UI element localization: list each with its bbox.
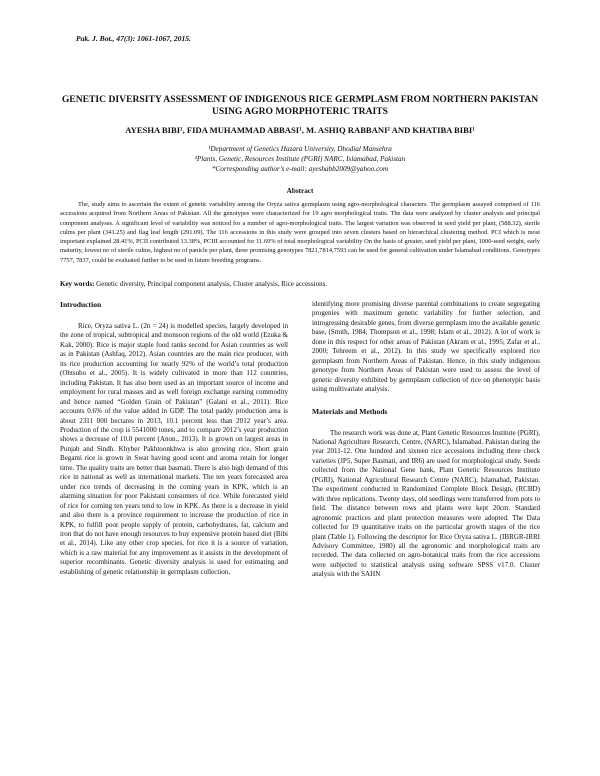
abstract-text: The, study aims to ascertain the extent of genetic variability among the Oryza sativa germplasm using agro-morphological characters. The germplasm assayed comprised of 116 accessions acquired from Northern Areas of Pakistan. All the genotypes were characterized for 19 agro morphological traits. The data were analyzed by cluster analysis and principal component analyses. A significant level of variability was noticed for a number of agro-morphological traits. The largest variation was observed in seed yield per plant, (588.32), sterile culms per plant (341.25) and flag leaf length (291.09). The 116 accessions in this study were grouped into seven clusters based on hierarchical clustering method. PCI which is most important explained 28.41%, PCII contributed 13.38%, PCIII accounted for 11.69% of total morphological variability On the basis of greater, seed yield per plant, 1000-seed weight, early maturity, lowest no of sterile culms, highest no of panicle per plant, three promising genotypes 7821,7814,7593 can be used for general cultivation under Islamabad conditions. Genotypes 7757, 7837, could be evaluated further to be used in future breeding programs.: [60, 201, 540, 264]
introduction-text: Rice, Oryza sativa L. (2n = 24) is modelled species, largely developed in the zone of tropical, subtropical and monsoon regions of the old world (Ezuka & Kak, 2000). Rice is major staple food ranks second for Asian countries as well as in Pakistan (Ashfaq, 2012). Asian countries are the main rice producer, with its rice production accounting for nearly 92% of the world’s total production (Ohtsubo et al., 2005). It is widely cultivated in more than 112 countries, including Pakistan. It has also been used as an important source of income and employment for rural masses and as well foreign exchange earning commodity and hence named “Golden Grain of Pakistan” (Galani et al., 2011). Rice accounts 0.6% of the value added in GDP. The total paddy production area is about 2311 000 hectares in 2013, 10.1 percent less than 2012 year’s area. Production of the crop is 5541000 tones, and to compare 2012’s year production shows a decrease of 10.0 percent (Anon., 2013). It is grown on largest areas in Punjab and Sindh. Khyber Pakhtoonkhwa is also growing rice, Short grain Begami rice is grown in Swat having good scent and aroma retain for longer time. The quality traits are better than basmati. There is also high demand of this rice in national as well as international markets. The ten years forecasted area under rice trends of decreasing in the coming years in KPK, which is an alarming situation for poor Pakistani consumers of rice. While forecasted yield of rice for coming ten years tend to low in KPK. As there is a decrease in yield and also there is a province requirement to increase the production of rice in KPK, to fulfill poor people supply of protein, carbohydrates, fat, calcium and iron that do not have enough resources to buy expensive protein based diet (Bibi et al., 2014). Like any other crop species, for rice it is a source of variation, which is a raw material for any improvement as it assists in the development of superior recombinants. Genetic diversity analysis is used for estimating and establishing of genetic relationship in germplasm collection,: [60, 322, 288, 576]
keywords-label: Key words:: [60, 280, 95, 288]
abstract-heading: Abstract: [286, 187, 314, 195]
affiliation-line: ²Plants, Genetic, Resources Institute (PGRI) NARC, Islamabad, Pakistan: [194, 155, 406, 163]
introduction-heading: Introduction: [60, 300, 102, 309]
affiliations: [60, 144, 540, 174]
methods-heading: Materials and Methods: [312, 406, 388, 416]
corresponding-email: *Corresponding author’s e-mail: ayeshabb2009@yahoo.com: [211, 165, 389, 173]
author-list: AYESHA BIBI¹, FIDA MUHAMMAD ABBASI¹, M. ASHIQ RABBANI² AND KHATIBA BIBI¹: [125, 125, 475, 135]
affiliation-line: ¹Department of Genetics Hazara University, Dhodial Mansehra: [208, 145, 392, 153]
keywords-list: Genetic diversity, Principal component analysis, Cluster analysis, Rice accessions.: [96, 280, 328, 288]
methods-text: The research work was done at, Plant Genetic Resources Institute (PGRI), National Agriculture Research, Centre, (NARC), Islamabad. Pakistan during the year 2011-12. One hundred and sixteen rice accessions including three check varieties (JP5, Super Basmati, and IR6) are used for morphological study. Seeds collected from the National Gene bank, Plant Genetic Resources Institute (PGRI), National Agricultural Research Centre (NARC), Islamabad, Pakistan. The experiment conducted in Randomized Complete Block Design, (RCBD) with three replications. Twenty days, old seedlings were transferred from pots to field. The distance between rows and plants were kept 20cm. Standard agronomic practices and plant protection measures were adopted. The Data collected for 19 quantitative traits on the particular growth stages of the rice plant (Table 1). Following the descriptor for Rice Oryza sativa L. (IBRGR-IRRI Advisory Committee, 1980) all the agronomic and morphological traits are recorded. The data collected on agro-botanical traits from the rice accessions were subjected to statistical analysis using software SPSS v17.0. Cluster analysis with the SAHN: [312, 428, 540, 579]
right-column: [312, 300, 540, 770]
left-column: [60, 300, 288, 770]
introduction-continued-text: identifying more promising diverse parental combinations to create segregating progenies with maximum genetic variability for further selection, and introgressing desirable genes, from diverse germplasm into the available genetic base, (Smith, 1984; Thompson et al., 1998; Islam et al., 2012). A lot of work is done in this respect for other areas of Pakistan (Akram et al., 1995; Zafar et al., 2000; Tehreem et al., 2012). In this study we specifically explored rice germplasm from Northern Areas of Pakistan. Hence, in this study indigenous genotype from Northern Areas of Pakistan were used to assess the level of genetic diversity exhibited by germplasm collection of rice on phenotypic basis using multivariate analysis.: [312, 300, 540, 394]
paper-title: GENETIC DIVERSITY ASSESSMENT OF INDIGENOUS RICE GERMPLASM FROM NORTHERN PAKISTAN USING AGRO MORPHOTERIC TRAITS: [61, 94, 539, 117]
keywords: [60, 280, 540, 289]
journal-citation: Pak. J. Bot., 47(3): 1061-1067, 2015.: [76, 34, 191, 43]
